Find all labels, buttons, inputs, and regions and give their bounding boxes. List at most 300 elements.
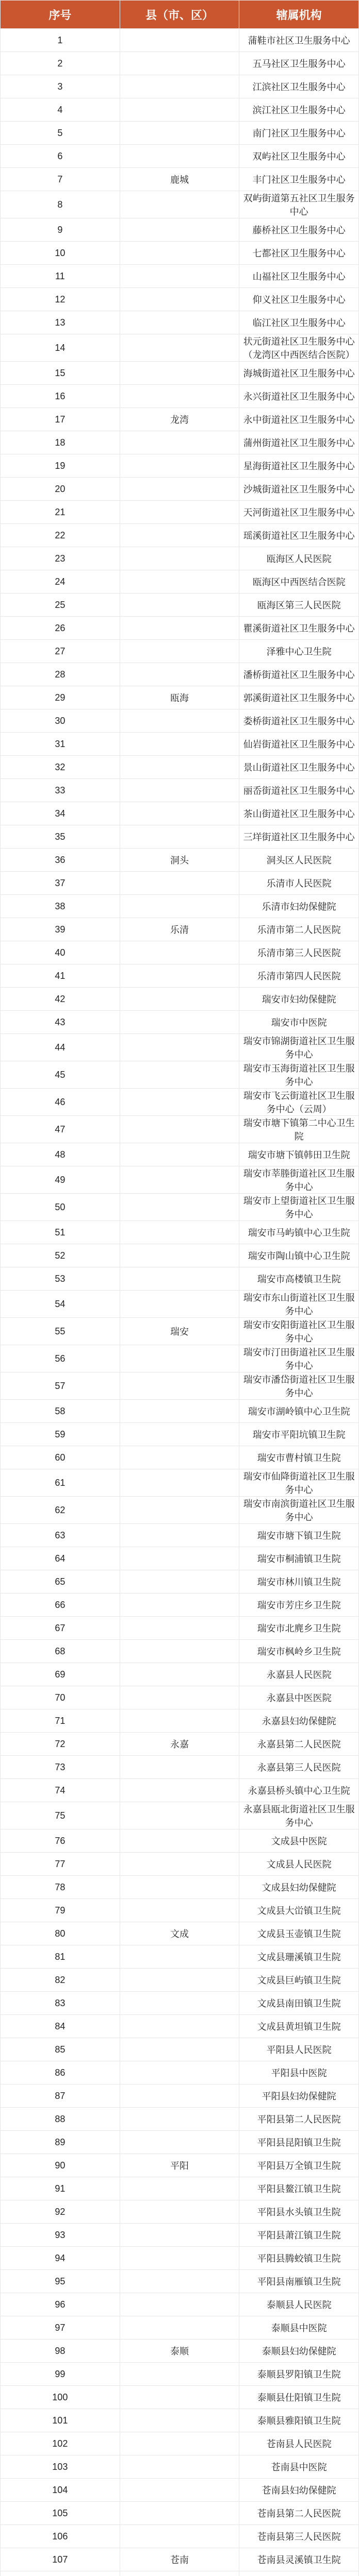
- table-row: [1, 2293, 359, 2316]
- table-row: [1, 617, 359, 640]
- cell-institution: 天河街道社区卫生服务中心: [239, 501, 359, 524]
- cell-seq: 53: [1, 1267, 120, 1291]
- cell-institution: 永嘉县桥头镇中心卫生院: [239, 1779, 359, 1802]
- cell-seq: 55: [1, 1318, 120, 1345]
- table-row: [1, 779, 359, 802]
- cell-institution: 泰顺县罗阳镇卫生院: [239, 2363, 359, 2386]
- cell-seq: 97: [1, 2316, 120, 2340]
- cell-seq: 64: [1, 1547, 120, 1570]
- cell-seq: 42: [1, 988, 120, 1011]
- table-row: [1, 1400, 359, 1423]
- cell-county: [120, 2247, 239, 2270]
- cell-county: [120, 709, 239, 733]
- cell-institution: 滨江社区卫生服务中心: [239, 98, 359, 122]
- table-row: [1, 2340, 359, 2363]
- cell-county: [120, 1166, 239, 1194]
- cell-county: [120, 311, 239, 334]
- cell-seq: 90: [1, 2154, 120, 2177]
- cell-seq: 15: [1, 362, 120, 385]
- cell-seq: 74: [1, 1779, 120, 1802]
- cell-county: [120, 1011, 239, 1034]
- cell-institution: 瑞安市仙降街道社区卫生服务中心: [239, 1469, 359, 1497]
- cell-institution: 沙城街道社区卫生服务中心: [239, 478, 359, 501]
- cell-county: [120, 2479, 239, 2502]
- table-row: [1, 2479, 359, 2502]
- cell-seq: 105: [1, 2502, 120, 2525]
- cell-seq: 93: [1, 2224, 120, 2247]
- cell-seq: 59: [1, 1423, 120, 1446]
- cell-county: [120, 2131, 239, 2154]
- cell-county: [120, 733, 239, 756]
- cell-institution: 文成县中医院: [239, 1829, 359, 1853]
- table-row: [1, 988, 359, 1011]
- table-row: [1, 594, 359, 617]
- cell-institution: 瞿溪街道社区卫生服务中心: [239, 617, 359, 640]
- cell-seq: 39: [1, 918, 120, 941]
- cell-institution: 瑞安市南滨街道社区卫生服务中心: [239, 1497, 359, 1524]
- table-row: [1, 1779, 359, 1802]
- cell-institution: 泰顺县中医院: [239, 2316, 359, 2340]
- table-row: [1, 872, 359, 895]
- cell-seq: 50: [1, 1194, 120, 1221]
- table-row: [1, 2154, 359, 2177]
- table-row: [1, 145, 359, 168]
- cell-seq: 83: [1, 1992, 120, 2015]
- table-row: [1, 1244, 359, 1267]
- cell-seq: 88: [1, 2108, 120, 2131]
- table-row: [1, 75, 359, 98]
- table-row: [1, 1899, 359, 1922]
- cell-county: [120, 1617, 239, 1640]
- cell-seq: 34: [1, 802, 120, 825]
- cell-seq: 11: [1, 265, 120, 288]
- cell-seq: 81: [1, 1945, 120, 1969]
- cell-county: [120, 29, 239, 52]
- cell-seq: 18: [1, 431, 120, 454]
- cell-seq: 104: [1, 2479, 120, 2502]
- cell-seq: 49: [1, 1166, 120, 1194]
- cell-institution: 瑞安市塘下镇第二中心卫生院: [239, 1116, 359, 1143]
- cell-institution: 文成县玉壶镇卫生院: [239, 1922, 359, 1945]
- cell-seq: 10: [1, 242, 120, 265]
- cell-institution: 平阳县第二人民医院: [239, 2108, 359, 2131]
- cell-county: [120, 2502, 239, 2525]
- table-row: [1, 663, 359, 686]
- cell-institution: 瓯海区中西医结合医院: [239, 570, 359, 594]
- table-row: [1, 288, 359, 311]
- cell-seq: 92: [1, 2200, 120, 2224]
- table-row: [1, 2270, 359, 2293]
- cell-institution: 永嘉县瓯北街道社区卫生服务中心: [239, 1802, 359, 1829]
- cell-institution: 平阳县妇幼保健院: [239, 2084, 359, 2108]
- cell-institution: 蒲州街道社区卫生服务中心: [239, 431, 359, 454]
- cell-seq: 28: [1, 663, 120, 686]
- table-row: [1, 547, 359, 570]
- cell-institution: 乐清市第二人民医院: [239, 918, 359, 941]
- table-row: [1, 825, 359, 849]
- cell-institution: 文成县南田镇卫生院: [239, 1992, 359, 2015]
- cell-institution: 娄桥街道社区卫生服务中心: [239, 709, 359, 733]
- cell-county: [120, 288, 239, 311]
- cell-institution: 藤桥社区卫生服务中心: [239, 218, 359, 242]
- cell-seq: 106: [1, 2525, 120, 2548]
- table-row: [1, 1992, 359, 2015]
- cell-institution: 永嘉县中医医院: [239, 1686, 359, 1709]
- cell-seq: 70: [1, 1686, 120, 1709]
- cell-county: [120, 1423, 239, 1446]
- cell-institution: 茶山街道社区卫生服务中心: [239, 802, 359, 825]
- cell-institution: 景山街道社区卫生服务中心: [239, 756, 359, 779]
- cell-county: [120, 2061, 239, 2084]
- table-row: [1, 1034, 359, 1061]
- cell-county: [120, 2409, 239, 2432]
- cell-county: [120, 454, 239, 478]
- cell-seq: 62: [1, 1497, 120, 1524]
- cell-institution: 苍南县灵溪镇卫生院: [239, 2548, 359, 2571]
- cell-county: [120, 2432, 239, 2455]
- cell-institution: 瑞安市平阳坑镇卫生院: [239, 1423, 359, 1446]
- table-row: [1, 2177, 359, 2200]
- cell-seq: 12: [1, 288, 120, 311]
- cell-seq: 43: [1, 1011, 120, 1034]
- cell-seq: 45: [1, 1061, 120, 1089]
- table-row: [1, 570, 359, 594]
- cell-seq: 63: [1, 1524, 120, 1547]
- cell-seq: 4: [1, 98, 120, 122]
- cell-institution: 平阳县万全镇卫生院: [239, 2154, 359, 2177]
- table-row: [1, 1497, 359, 1524]
- table-row: [1, 1945, 359, 1969]
- table-row: [1, 1524, 359, 1547]
- cell-seq: 68: [1, 1640, 120, 1663]
- cell-county: [120, 1899, 239, 1922]
- cell-institution: 苍南县第三人民医院: [239, 2525, 359, 2548]
- table-row: [1, 2409, 359, 2432]
- table-row: [1, 2084, 359, 2108]
- table-row: [1, 1570, 359, 1594]
- cell-institution: 临江社区卫生服务中心: [239, 311, 359, 334]
- cell-institution: 文成县巨屿镇卫生院: [239, 1969, 359, 1992]
- cell-institution: 平阳县南雁镇卫生院: [239, 2270, 359, 2293]
- cell-seq: 47: [1, 1116, 120, 1143]
- cell-county: [120, 802, 239, 825]
- cell-county: 龙湾: [120, 408, 239, 431]
- cell-institution: 平阳县昆阳镇卫生院: [239, 2131, 359, 2154]
- cell-seq: 89: [1, 2131, 120, 2154]
- cell-county: [120, 98, 239, 122]
- cell-institution: 状元街道社区卫生服务中心（龙湾区中西医结合医院）: [239, 334, 359, 362]
- cell-county: [120, 2293, 239, 2316]
- cell-county: 鹿城: [120, 168, 239, 191]
- header-institution: 辖属机构: [239, 1, 359, 29]
- cell-county: [120, 1663, 239, 1686]
- cell-seq: 19: [1, 454, 120, 478]
- table-row: [1, 2571, 359, 2576]
- cell-seq: [1, 2571, 120, 2576]
- cell-institution: 永嘉县第三人民医院: [239, 1756, 359, 1779]
- cell-institution: 七都社区卫生服务中心: [239, 242, 359, 265]
- cell-county: 永嘉: [120, 1733, 239, 1756]
- cell-county: [120, 1969, 239, 1992]
- cell-institution: 泰顺县人民医院: [239, 2293, 359, 2316]
- cell-county: [120, 191, 239, 218]
- cell-county: [120, 2571, 239, 2576]
- cell-county: [120, 663, 239, 686]
- cell-county: 平阳: [120, 2154, 239, 2177]
- cell-county: [120, 1116, 239, 1143]
- cell-county: [120, 122, 239, 145]
- table-row: [1, 1089, 359, 1116]
- table-row: [1, 686, 359, 709]
- cell-institution: 苍南县第二人民医院: [239, 2502, 359, 2525]
- table-row: [1, 501, 359, 524]
- cell-county: [120, 524, 239, 547]
- cell-county: [120, 1945, 239, 1969]
- table-row: [1, 311, 359, 334]
- cell-seq: 13: [1, 311, 120, 334]
- table-row: [1, 191, 359, 218]
- table-row: [1, 1922, 359, 1945]
- cell-seq: 20: [1, 478, 120, 501]
- cell-county: [120, 941, 239, 964]
- cell-institution: 瑞安市上望街道社区卫生服务中心: [239, 1194, 359, 1221]
- cell-seq: 71: [1, 1709, 120, 1733]
- cell-institution: 三垟街道社区卫生服务中心: [239, 825, 359, 849]
- cell-institution: 乐清市第三人民医院: [239, 941, 359, 964]
- cell-institution: 平阳县人民医院: [239, 2038, 359, 2061]
- cell-seq: 61: [1, 1469, 120, 1497]
- cell-county: [120, 1524, 239, 1547]
- cell-county: [120, 756, 239, 779]
- table-row: [1, 52, 359, 75]
- cell-seq: 72: [1, 1733, 120, 1756]
- cell-institution: 乐清市妇幼保健院: [239, 895, 359, 918]
- table-row: [1, 733, 359, 756]
- table-row: [1, 1194, 359, 1221]
- cell-institution: 海城街道社区卫生服务中心: [239, 362, 359, 385]
- cell-seq: 25: [1, 594, 120, 617]
- table-row: [1, 1756, 359, 1779]
- cell-county: [120, 52, 239, 75]
- table-row: [1, 1469, 359, 1497]
- cell-institution: 双屿社区卫生服务中心: [239, 145, 359, 168]
- table-row: [1, 964, 359, 988]
- cell-county: [120, 431, 239, 454]
- table-row: [1, 1709, 359, 1733]
- cell-county: [120, 2038, 239, 2061]
- cell-county: [120, 1756, 239, 1779]
- table-row: [1, 218, 359, 242]
- cell-seq: 21: [1, 501, 120, 524]
- cell-seq: 35: [1, 825, 120, 849]
- cell-county: [120, 75, 239, 98]
- cell-institution: 丰门社区卫生服务中心: [239, 168, 359, 191]
- table-row: [1, 408, 359, 431]
- cell-institution: 瑞安市北麂乡卫生院: [239, 1617, 359, 1640]
- cell-county: [120, 2084, 239, 2108]
- cell-institution: 文成县黄坦镇卫生院: [239, 2015, 359, 2038]
- table-row: [1, 1267, 359, 1291]
- cell-seq: 95: [1, 2270, 120, 2293]
- cell-institution: 永嘉县第二人民医院: [239, 1733, 359, 1756]
- cell-seq: 44: [1, 1034, 120, 1061]
- cell-institution: 瑞安市安阳街道社区卫生服务中心: [239, 1318, 359, 1345]
- cell-county: [120, 1709, 239, 1733]
- table-row: [1, 895, 359, 918]
- table-row: [1, 2363, 359, 2386]
- table-row: [1, 1640, 359, 1663]
- cell-institution: 双屿街道第五社区卫生服务中心: [239, 191, 359, 218]
- cell-county: [120, 1143, 239, 1166]
- cell-county: [120, 1802, 239, 1829]
- table-row: [1, 2502, 359, 2525]
- cell-county: 泰顺: [120, 2340, 239, 2363]
- table-row: [1, 1011, 359, 1034]
- cell-county: [120, 1469, 239, 1497]
- table-row: [1, 168, 359, 191]
- table-row: [1, 1221, 359, 1244]
- table-row: [1, 454, 359, 478]
- cell-seq: 98: [1, 2340, 120, 2363]
- table-row: [1, 2038, 359, 2061]
- cell-seq: 41: [1, 964, 120, 988]
- cell-county: [120, 1640, 239, 1663]
- cell-county: [120, 2316, 239, 2340]
- cell-county: [120, 1686, 239, 1709]
- cell-institution: 泰顺县雅阳镇卫生院: [239, 2409, 359, 2432]
- cell-institution: 平阳县水头镇卫生院: [239, 2200, 359, 2224]
- table-row: [1, 524, 359, 547]
- cell-institution: 泽雅中心卫生院: [239, 640, 359, 663]
- cell-seq: 37: [1, 872, 120, 895]
- cell-county: [120, 1267, 239, 1291]
- table-row: [1, 1318, 359, 1345]
- cell-institution: 平阳县萧江镇卫生院: [239, 2224, 359, 2247]
- cell-seq: 66: [1, 1594, 120, 1617]
- table-row: [1, 1345, 359, 1372]
- table-row: [1, 2386, 359, 2409]
- cell-seq: 9: [1, 218, 120, 242]
- table-row: [1, 29, 359, 52]
- table-row: [1, 242, 359, 265]
- table-row: [1, 756, 359, 779]
- cell-county: [120, 2386, 239, 2409]
- cell-institution: 文成县珊溪镇卫生院: [239, 1945, 359, 1969]
- cell-county: [120, 242, 239, 265]
- cell-institution: 文成县人民医院: [239, 1853, 359, 1876]
- cell-seq: 6: [1, 145, 120, 168]
- cell-county: [120, 218, 239, 242]
- cell-institution: 乐清市第四人民医院: [239, 964, 359, 988]
- cell-seq: 84: [1, 2015, 120, 2038]
- cell-institution: 瑞安市枫岭乡卫生院: [239, 1640, 359, 1663]
- cell-seq: 1: [1, 29, 120, 52]
- cell-institution: 瑞安市中医院: [239, 1011, 359, 1034]
- cell-institution: 仙岩街道社区卫生服务中心: [239, 733, 359, 756]
- cell-seq: 51: [1, 1221, 120, 1244]
- cell-county: [120, 2108, 239, 2131]
- table-row: [1, 1446, 359, 1469]
- cell-county: [120, 2200, 239, 2224]
- table-row: [1, 709, 359, 733]
- cell-seq: 96: [1, 2293, 120, 2316]
- table-row: [1, 1686, 359, 1709]
- cell-county: [120, 1594, 239, 1617]
- table-row: [1, 1423, 359, 1446]
- cell-institution: 星海街道社区卫生服务中心: [239, 454, 359, 478]
- cell-seq: 107: [1, 2548, 120, 2571]
- cell-seq: 56: [1, 1345, 120, 1372]
- cell-institution: 瑶溪街道社区卫生服务中心: [239, 524, 359, 547]
- cell-county: [120, 334, 239, 362]
- cell-county: [120, 145, 239, 168]
- cell-institution: 郭溪街道社区卫生服务中心: [239, 686, 359, 709]
- cell-seq: 26: [1, 617, 120, 640]
- cell-county: [120, 825, 239, 849]
- table-row: [1, 640, 359, 663]
- cell-county: [120, 1345, 239, 1372]
- table-header: [1, 1, 359, 29]
- cell-seq: 85: [1, 2038, 120, 2061]
- table-row: [1, 1372, 359, 1400]
- cell-county: [120, 640, 239, 663]
- cell-county: [120, 2363, 239, 2386]
- cell-county: 乐清: [120, 918, 239, 941]
- table-row: [1, 1143, 359, 1166]
- cell-seq: 100: [1, 2386, 120, 2409]
- table-row: [1, 2224, 359, 2247]
- table-row: [1, 2455, 359, 2479]
- table-row: [1, 1802, 359, 1829]
- cell-institution: 瑞安市芳庄乡卫生院: [239, 1594, 359, 1617]
- cell-institution: 瓯海区人民医院: [239, 547, 359, 570]
- cell-institution: 瑞安市湖岭镇中心卫生院: [239, 1400, 359, 1423]
- table-row: [1, 941, 359, 964]
- table-row: [1, 478, 359, 501]
- cell-seq: 60: [1, 1446, 120, 1469]
- cell-seq: 91: [1, 2177, 120, 2200]
- cell-institution: 潘桥街道社区卫生服务中心: [239, 663, 359, 686]
- cell-seq: 2: [1, 52, 120, 75]
- cell-county: [120, 478, 239, 501]
- table-row: [1, 2247, 359, 2270]
- cell-seq: 86: [1, 2061, 120, 2084]
- cell-county: [120, 1829, 239, 1853]
- cell-county: [120, 988, 239, 1011]
- cell-seq: 8: [1, 191, 120, 218]
- table-row: [1, 1617, 359, 1640]
- cell-seq: 40: [1, 941, 120, 964]
- cell-institution: 瑞安市桐浦镇卫生院: [239, 1547, 359, 1570]
- cell-seq: 101: [1, 2409, 120, 2432]
- cell-institution: 永嘉县妇幼保健院: [239, 1709, 359, 1733]
- cell-institution: 平阳县鳌江镇卫生院: [239, 2177, 359, 2200]
- cell-county: [120, 362, 239, 385]
- cell-county: [120, 617, 239, 640]
- cell-seq: 57: [1, 1372, 120, 1400]
- cell-seq: 78: [1, 1876, 120, 1899]
- cell-institution: [239, 2571, 359, 2576]
- cell-seq: 31: [1, 733, 120, 756]
- cell-seq: 3: [1, 75, 120, 98]
- cell-institution: 山福社区卫生服务中心: [239, 265, 359, 288]
- cell-institution: 瑞安市汀田街道社区卫生服务中心: [239, 1345, 359, 1372]
- cell-seq: 38: [1, 895, 120, 918]
- cell-institution: 瓯海区第三人民医院: [239, 594, 359, 617]
- cell-seq: 69: [1, 1663, 120, 1686]
- cell-county: 瑞安: [120, 1318, 239, 1345]
- cell-institution: 南门社区卫生服务中心: [239, 122, 359, 145]
